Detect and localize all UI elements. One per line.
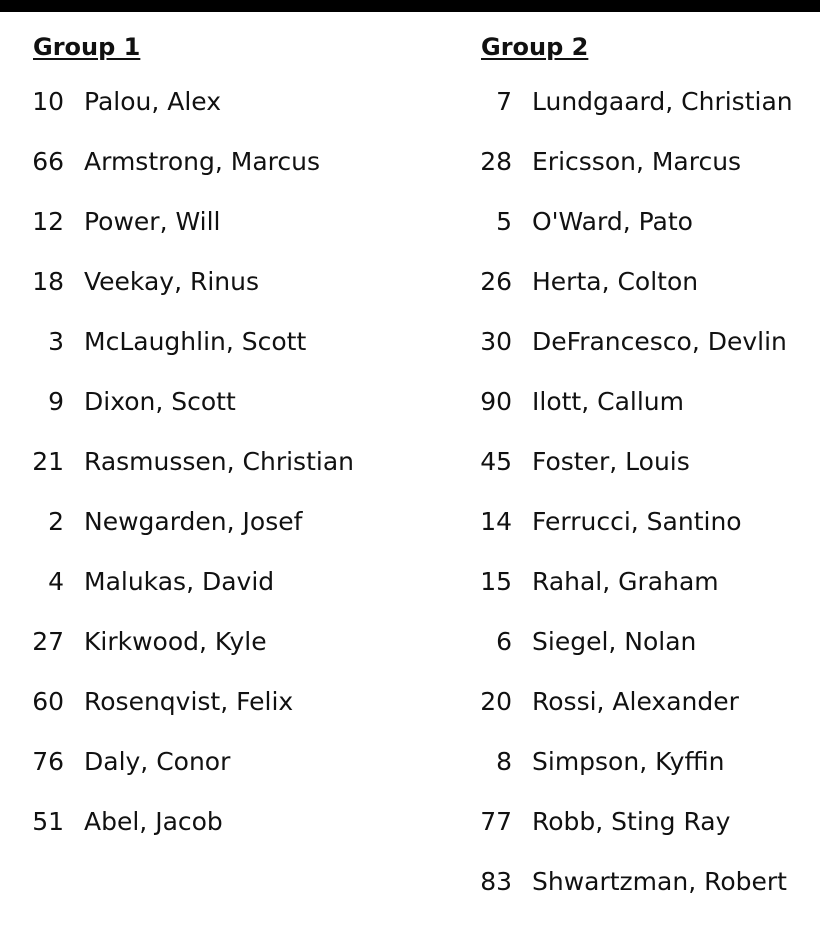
driver-name: Veekay, Rinus <box>84 267 259 296</box>
group-2-driver-list <box>478 86 793 926</box>
car-number: 3 <box>48 327 64 356</box>
driver-name: Kirkwood, Kyle <box>84 627 267 656</box>
driver-entry <box>478 446 793 506</box>
driver-name: O'Ward, Pato <box>532 207 693 236</box>
car-number: 28 <box>480 147 512 176</box>
driver-name: DeFrancesco, Devlin <box>532 327 787 356</box>
driver-entry <box>478 386 793 446</box>
driver-entry <box>478 206 793 266</box>
car-number: 60 <box>32 687 64 716</box>
driver-name: Abel, Jacob <box>84 807 223 836</box>
driver-entry <box>30 266 354 326</box>
driver-name: Rosenqvist, Felix <box>84 687 294 716</box>
driver-entry <box>30 326 354 386</box>
driver-name: Ferrucci, Santino <box>532 507 742 536</box>
driver-entry <box>30 386 354 446</box>
car-number: 8 <box>496 747 512 776</box>
car-number: 66 <box>32 147 64 176</box>
group-1-title: Group 1 <box>33 33 141 61</box>
driver-name: Siegel, Nolan <box>532 627 697 656</box>
driver-name: Palou, Alex <box>84 87 222 116</box>
driver-entry <box>478 266 793 326</box>
car-number: 6 <box>496 627 512 656</box>
car-number: 5 <box>496 207 512 236</box>
driver-name: Malukas, David <box>84 567 275 596</box>
car-number: 77 <box>480 807 512 836</box>
driver-name: Herta, Colton <box>532 267 699 296</box>
driver-entry <box>30 86 354 146</box>
car-number: 20 <box>480 687 512 716</box>
driver-name: Foster, Louis <box>532 447 690 476</box>
car-number: 10 <box>32 87 64 116</box>
driver-entry <box>478 806 793 866</box>
driver-name: Armstrong, Marcus <box>84 147 320 176</box>
driver-entry <box>478 146 793 206</box>
car-number: 76 <box>32 747 64 776</box>
driver-entry <box>30 686 354 746</box>
driver-entry <box>478 566 793 626</box>
driver-name: Ericsson, Marcus <box>532 147 742 176</box>
driver-name: Simpson, Kyffin <box>532 747 725 776</box>
car-number: 90 <box>480 387 512 416</box>
car-number: 51 <box>32 807 64 836</box>
car-number: 45 <box>480 447 512 476</box>
car-number: 83 <box>480 867 512 896</box>
driver-entry <box>478 326 793 386</box>
driver-entry <box>30 626 354 686</box>
group-2-title: Group 2 <box>481 33 589 61</box>
driver-entry <box>478 86 793 146</box>
driver-entry <box>30 806 354 866</box>
car-number: 26 <box>480 267 512 296</box>
car-number: 4 <box>48 567 64 596</box>
car-number: 2 <box>48 507 64 536</box>
driver-name: McLaughlin, Scott <box>84 327 307 356</box>
driver-name: Rahal, Graham <box>532 567 719 596</box>
driver-entry <box>30 446 354 506</box>
driver-entry <box>478 686 793 746</box>
driver-entry <box>30 146 354 206</box>
driver-entry <box>30 746 354 806</box>
driver-name: Lundgaard, Christian <box>532 87 793 116</box>
car-number: 14 <box>480 507 512 536</box>
car-number: 30 <box>480 327 512 356</box>
driver-name: Ilott, Callum <box>532 387 684 416</box>
top-border-bar <box>0 0 820 12</box>
driver-entry <box>30 206 354 266</box>
car-number: 18 <box>32 267 64 296</box>
group-1-driver-list <box>30 86 354 866</box>
driver-name: Rasmussen, Christian <box>84 447 354 476</box>
driver-entry <box>478 626 793 686</box>
driver-name: Robb, Sting Ray <box>532 807 731 836</box>
driver-entry <box>478 866 793 926</box>
car-number: 9 <box>48 387 64 416</box>
car-number: 15 <box>480 567 512 596</box>
driver-name: Dixon, Scott <box>84 387 236 416</box>
car-number: 27 <box>32 627 64 656</box>
car-number: 21 <box>32 447 64 476</box>
driver-name: Daly, Conor <box>84 747 231 776</box>
driver-name: Rossi, Alexander <box>532 687 739 716</box>
driver-name: Newgarden, Josef <box>84 507 303 536</box>
driver-name: Shwartzman, Robert <box>532 867 787 896</box>
driver-entry <box>478 746 793 806</box>
car-number: 7 <box>496 87 512 116</box>
driver-entry <box>478 506 793 566</box>
driver-name: Power, Will <box>84 207 221 236</box>
driver-entry <box>30 566 354 626</box>
car-number: 12 <box>32 207 64 236</box>
driver-entry <box>30 506 354 566</box>
